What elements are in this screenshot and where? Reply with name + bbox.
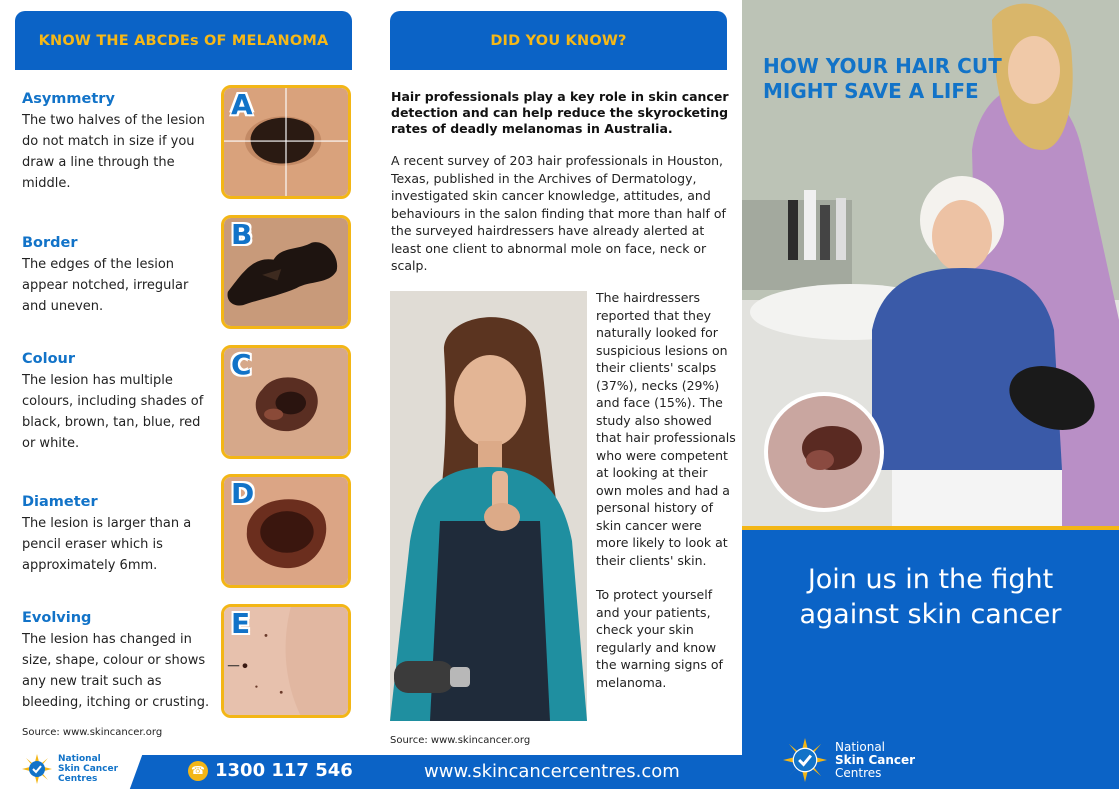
logo-line1: National (58, 754, 101, 764)
did-you-know-header: DID YOU KNOW? (390, 11, 727, 70)
logo-text (835, 741, 915, 780)
mid-lead: Hair professionals play a key role in skin cancer detection and can help reduce the skyrocketing rates of deadly melanomas in Australia. (391, 89, 729, 136)
website-link[interactable]: www.skincancercentres.com (424, 761, 680, 782)
abcde-item-colour (22, 351, 214, 454)
abcde-desc: The lesion has multiple colours, including shades of black, brown, tan, blue, red or white. (22, 373, 204, 451)
phone-icon: ☎ (188, 761, 208, 781)
logo-line2: Skin Cancer (58, 764, 119, 774)
logo-small (22, 754, 118, 784)
abcde-desc: The lesion is larger than a pencil eraser which is approximately 6mm. (22, 516, 192, 573)
letter-b: B (231, 218, 253, 251)
mole-image-b (221, 215, 351, 329)
abcde-title: Asymmetry (22, 91, 115, 107)
cover-title-line1: HOW YOUR HAIR CUT (763, 54, 1002, 78)
letter-e: E (231, 607, 251, 640)
mid-side-para2: To protect yourself and your patients, check your skin regularly and know the warning signs of melanoma. (596, 587, 723, 690)
abcde-item-diameter (22, 494, 214, 576)
abcde-desc: The two halves of the lesion do not match in size if you draw a line through the middle. (22, 113, 205, 191)
sun-check-icon (22, 754, 52, 784)
sun-check-icon (783, 738, 827, 782)
logo-line3: Centres (835, 765, 882, 780)
mole-image-a (221, 85, 351, 199)
mole-image-d (221, 474, 351, 588)
logo-text (58, 754, 118, 784)
join-line1: Join us in the fight (807, 564, 1054, 595)
left-source: Source: www.skincancer.org (22, 727, 163, 738)
cover-title-line2: MIGHT SAVE A LIFE (763, 79, 979, 103)
abcde-desc: The lesion has changed in size, shape, colour or shows any new trait such as bleeding, itching or crusting. (22, 632, 210, 710)
abcde-title: Border (22, 235, 78, 251)
mid-source: Source: www.skincancer.org (390, 735, 531, 746)
abcde-item-border (22, 235, 214, 317)
logo-large (783, 738, 915, 782)
abcde-header: KNOW THE ABCDEs OF MELANOMA (15, 11, 352, 70)
mid-side-para1: The hairdressers reported that they naturally looked for suspicious lesions on their clients' scalps (37%), necks (29%) and face (15%). The study also showed that hair professionals who were competent at looking at their own moles and had a personal history of skin cancer were more likely to look at their clients' skin. (596, 290, 736, 568)
hairdresser-photo (390, 291, 587, 721)
gold-divider (742, 526, 1119, 530)
abcde-title: Evolving (22, 610, 92, 626)
letter-d: D (231, 477, 255, 510)
logo-line3: Centres (58, 774, 98, 784)
logo-line2: Skin Cancer (835, 752, 916, 767)
abcde-title: Diameter (22, 494, 98, 510)
mole-image-c (221, 345, 351, 459)
abcde-desc: The edges of the lesion appear notched, irregular and uneven. (22, 257, 189, 314)
cover-title (763, 54, 1002, 104)
join-line2: against skin cancer (799, 599, 1062, 630)
mid-side-text (596, 289, 736, 691)
join-tagline (742, 562, 1119, 632)
abcde-item-evolving (22, 610, 214, 713)
abcde-item-asymmetry (22, 91, 214, 194)
phone-number[interactable] (188, 760, 353, 781)
mole-image-e (221, 604, 351, 718)
letter-c: C (231, 348, 252, 381)
letter-a: A (231, 88, 253, 121)
mid-paragraph: A recent survey of 203 hair professionals in Houston, Texas, published in the Archives of Dermatology, investigated skin cancer knowledge, attitudes, and behaviours in the salon finding that more than half of the surveyed hairdressers have already alerted at least one client to abnormal mole on face, neck or scalp. (391, 153, 726, 273)
logo-line1: National (835, 739, 886, 754)
phone-text: 1300 117 546 (215, 760, 353, 781)
abcde-title: Colour (22, 351, 76, 367)
